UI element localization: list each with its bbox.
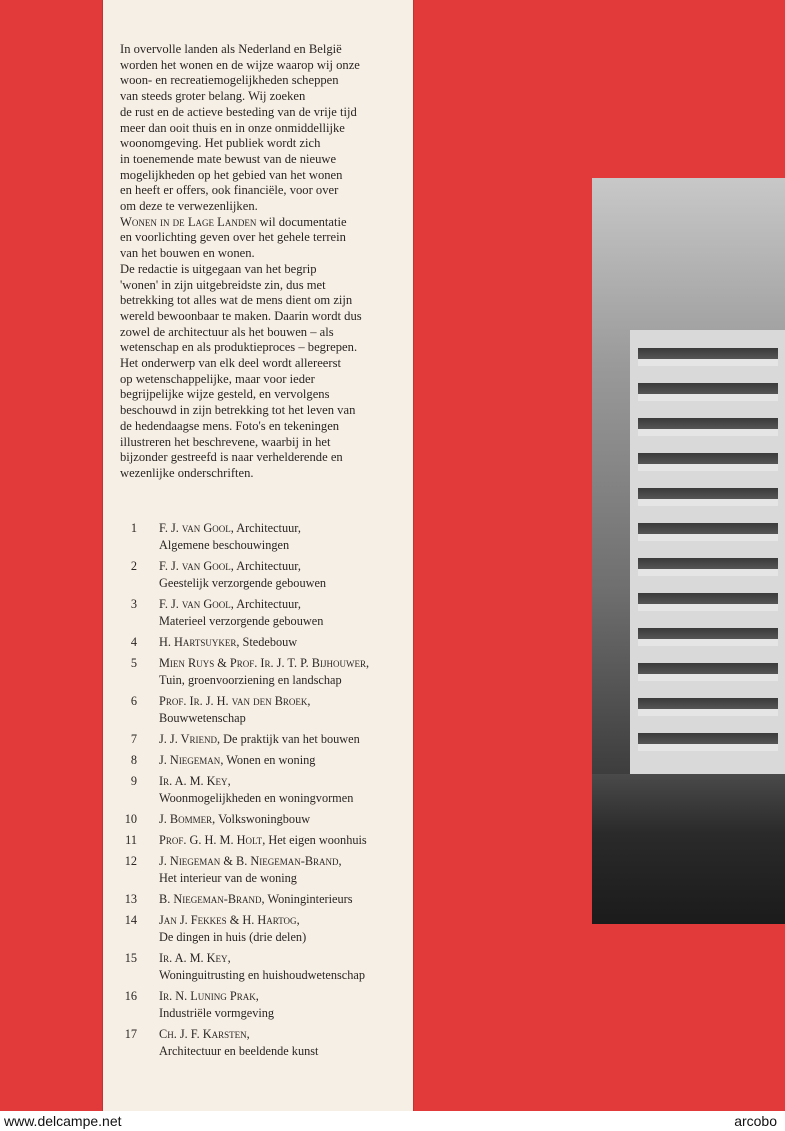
- intro-line: op wetenschappelijke, maar voor ieder: [120, 371, 315, 386]
- item-first-line: [159, 833, 367, 847]
- item-subtitle: Materieel verzorgende gebouwen: [159, 614, 324, 628]
- item-number: 1: [130, 521, 137, 535]
- item-title-rest: , Architectuur,: [230, 559, 301, 573]
- cover-photo-apartment-building: [592, 178, 785, 924]
- item-title-rest: ,: [365, 656, 370, 670]
- item-number: 2: [130, 559, 137, 573]
- list-item: [103, 752, 413, 769]
- list-item: [103, 558, 413, 592]
- item-title-rest: ,: [255, 989, 259, 1003]
- list-item: [103, 731, 413, 748]
- item-number: 10: [124, 812, 137, 826]
- item-first-line: [159, 694, 310, 708]
- item-title-rest: , De praktijk van het bouwen: [217, 732, 360, 746]
- item-author: J. Bommer: [159, 812, 213, 826]
- item-title-rest: , Woninginterieurs: [261, 892, 353, 906]
- item-first-line: [159, 521, 301, 535]
- building-floor: [638, 733, 778, 751]
- building-floor: [638, 418, 778, 436]
- intro-line: en voorlichting geven over het gehele terrein: [120, 230, 346, 245]
- building-floor: [638, 663, 778, 681]
- intro-line: De redactie is uitgegaan van het begrip: [120, 261, 317, 276]
- intro-line: illustreren het beschrevene, waarbij in het: [120, 434, 331, 449]
- building-floor: [638, 593, 778, 611]
- item-title-rest: , Wonen en woning: [220, 753, 316, 767]
- list-item: [103, 520, 413, 554]
- list-item: [103, 596, 413, 630]
- series-title: Wonen in de Lage Landen: [120, 214, 257, 229]
- intro-line: beschouwd in zijn betrekking tot het leven van: [120, 403, 356, 418]
- ground-foreground: [592, 774, 785, 924]
- intro-line: wetenschap en als produktieproces – begrepen.: [120, 340, 358, 355]
- list-item: [103, 773, 413, 807]
- intro-line: de rust en de actieve besteding van de vrije tijd: [120, 104, 357, 119]
- building-floor: [638, 453, 778, 471]
- item-number: 16: [124, 989, 137, 1003]
- intro-line: Het onderwerp van elk deel wordt allereerst: [120, 356, 341, 371]
- item-first-line: [159, 951, 231, 965]
- intro-line: betrekking tot alles wat de mens dient om zijn: [120, 293, 353, 308]
- item-title-rest: ,: [338, 854, 342, 868]
- intro-line: in toenemende mate bewust van de nieuwe: [120, 151, 337, 166]
- list-item: [103, 811, 413, 828]
- item-first-line: [159, 559, 301, 573]
- item-subtitle: Architectuur en beeldende kunst: [159, 1044, 319, 1058]
- item-number: 11: [125, 833, 137, 847]
- item-author: F. J. van Gool: [159, 559, 231, 573]
- series-title-line: [120, 215, 410, 231]
- intro-line: woon- en recreatiemogelijkheden scheppen: [120, 73, 339, 88]
- item-subtitle: Geestelijk verzorgende gebouwen: [159, 576, 327, 590]
- item-number: 13: [124, 892, 137, 906]
- item-subtitle: Algemene beschouwingen: [159, 538, 290, 552]
- item-first-line: [159, 854, 342, 868]
- item-author: Ch. J. F. Karsten: [159, 1027, 247, 1041]
- building-floor: [638, 628, 778, 646]
- item-number: 3: [130, 597, 137, 611]
- item-number: 4: [130, 635, 137, 649]
- item-first-line: [159, 1027, 250, 1041]
- building-floor: [638, 488, 778, 506]
- text-panel: [103, 0, 413, 1111]
- footer-bar: [0, 1111, 785, 1131]
- item-first-line: [159, 635, 297, 649]
- item-author: Jan J. Fekkes & H. Hartog: [159, 913, 297, 927]
- footer-brand: arcobo: [734, 1113, 777, 1129]
- intro-line: woonomgeving. Het publiek wordt zich: [120, 136, 321, 151]
- list-item: [103, 912, 413, 946]
- item-first-line: [159, 774, 231, 788]
- book-series-list: [103, 520, 413, 1064]
- list-item: [103, 655, 413, 689]
- item-author: Prof. Ir. J. H. van den Broek: [159, 694, 308, 708]
- item-author: F. J. van Gool: [159, 597, 231, 611]
- item-subtitle: Bouwwetenschap: [159, 711, 246, 725]
- item-title-rest: , Architectuur,: [230, 597, 301, 611]
- item-number: 5: [130, 656, 137, 670]
- item-title-rest: ,: [227, 951, 231, 965]
- building-floor: [638, 383, 778, 401]
- item-number: 9: [130, 774, 137, 788]
- list-item: [103, 634, 413, 651]
- list-item: [103, 891, 413, 908]
- building-floor: [638, 523, 778, 541]
- item-number: 14: [124, 913, 137, 927]
- item-subtitle: Het interieur van de woning: [159, 871, 297, 885]
- item-number: 12: [124, 854, 137, 868]
- building-floor: [638, 558, 778, 576]
- intro-line: wezenlijke onderschriften.: [120, 465, 254, 480]
- intro-text: [120, 42, 410, 482]
- item-subtitle: Woninguitrusting en huishoudwetenschap: [159, 968, 365, 982]
- intro-line: van het bouwen en wonen.: [120, 246, 255, 261]
- intro-line: 'wonen' in zijn uitgebreidste zin, dus met: [120, 277, 326, 292]
- intro-line: bijzonder gestreefd is naar verhelderende en: [120, 450, 343, 465]
- intro-line: mogelijkheden op het gebied van het wonen: [120, 167, 343, 182]
- intro-line: meer dan ooit thuis en in onze onmiddellijke: [120, 120, 345, 135]
- item-author: Ir. N. Luning Prak: [159, 989, 256, 1003]
- intro-line: worden het wonen en de wijze waarop wij onze: [120, 57, 360, 72]
- item-subtitle: Woonmogelijkheden en woningvormen: [159, 791, 354, 805]
- item-subtitle: De dingen in huis (drie delen): [159, 930, 307, 944]
- intro-line: In overvolle landen als Nederland en België: [120, 42, 342, 56]
- item-author: J. Niegeman & B. Niegeman-Brand: [159, 854, 339, 868]
- item-number: 6: [130, 694, 137, 708]
- intro-line: om deze te verwezenlijken.: [120, 199, 258, 214]
- intro-line: van steeds groter belang. Wij zoeken: [120, 89, 306, 104]
- item-first-line: [159, 732, 360, 746]
- item-author: Ir. A. M. Key: [159, 951, 228, 965]
- item-first-line: [159, 597, 301, 611]
- item-first-line: [159, 913, 300, 927]
- item-title-rest: ,: [307, 694, 311, 708]
- item-author: H. Hartsuyker: [159, 635, 237, 649]
- item-first-line: [159, 989, 259, 1003]
- intro-line: begrijpelijke wijze gesteld, en vervolgens: [120, 387, 330, 402]
- list-item: [103, 988, 413, 1022]
- item-title-rest: ,: [246, 1027, 250, 1041]
- item-title-rest: , Stedebouw: [236, 635, 298, 649]
- item-first-line: [159, 812, 310, 826]
- item-author: Ir. A. M. Key: [159, 774, 228, 788]
- intro-line: en heeft er offers, ook financiële, voor over: [120, 183, 339, 198]
- item-first-line: [159, 656, 369, 670]
- list-item: [103, 853, 413, 887]
- intro-line: zowel de architectuur als het bouwen – als: [120, 324, 334, 339]
- item-subtitle: Industriële vormgeving: [159, 1006, 275, 1020]
- item-first-line: [159, 753, 315, 767]
- item-author: F. J. van Gool: [159, 521, 231, 535]
- item-number: 15: [124, 951, 137, 965]
- intro-line: de hedendaagse mens. Foto's en tekeningen: [120, 418, 340, 433]
- item-author: B. Niegeman-Brand: [159, 892, 262, 906]
- intro-line: wereld bewoonbaar te maken. Daarin wordt dus: [120, 308, 362, 323]
- item-author: J. J. Vriend: [159, 732, 218, 746]
- item-title-rest: , Volkswoningbouw: [212, 812, 311, 826]
- series-title-rest: wil documentatie: [256, 214, 347, 229]
- item-title-rest: , Het eigen woonhuis: [262, 833, 367, 847]
- item-title-rest: ,: [227, 774, 231, 788]
- item-subtitle: Tuin, groenvoorziening en landschap: [159, 673, 342, 687]
- item-number: 7: [130, 732, 137, 746]
- building-floor: [638, 698, 778, 716]
- list-item: [103, 1026, 413, 1060]
- list-item: [103, 950, 413, 984]
- footer-url[interactable]: www.delcampe.net: [4, 1113, 122, 1129]
- building-facade: [630, 330, 785, 780]
- building-floor: [638, 348, 778, 366]
- item-number: 17: [124, 1027, 137, 1041]
- list-item: [103, 832, 413, 849]
- item-title-rest: , Architectuur,: [230, 521, 301, 535]
- item-author: Mien Ruys & Prof. Ir. J. T. P. Bijhouwer: [159, 656, 366, 670]
- item-first-line: [159, 892, 353, 906]
- item-number: 8: [130, 753, 137, 767]
- item-author: J. Niegeman: [159, 753, 221, 767]
- item-author: Prof. G. H. M. Holt: [159, 833, 263, 847]
- list-item: [103, 693, 413, 727]
- item-title-rest: ,: [296, 913, 300, 927]
